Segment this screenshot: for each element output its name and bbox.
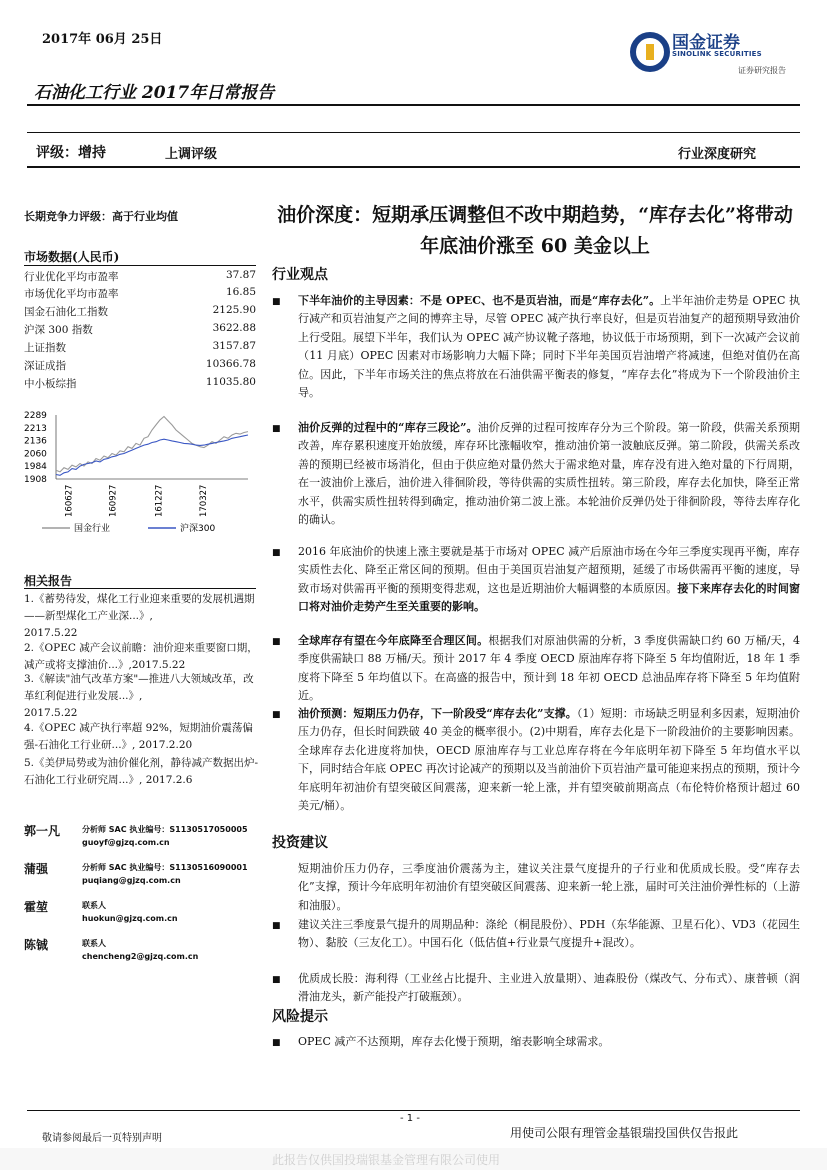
market-row	[24, 304, 256, 322]
related-report-item[interactable]	[24, 755, 264, 789]
bullet-square-icon: ■	[272, 297, 281, 307]
market-row	[24, 269, 256, 287]
analyst-email[interactable]: chencheng2@gjzq.com.cn	[82, 952, 199, 961]
y-tick-label: 2213	[24, 423, 47, 434]
logo-text: 国金证券	[672, 33, 740, 53]
market-row-label: 沪深 300 指数	[24, 324, 93, 336]
analyst-name: 蒲强	[24, 862, 49, 876]
market-row-value: 37.87	[225, 269, 256, 281]
y-tick-label: 2060	[24, 449, 47, 460]
footer-watermark-strip	[0, 1148, 827, 1170]
market-row	[24, 358, 256, 376]
related-report-date: 2017.5.22	[131, 659, 186, 671]
related-report-text: 2.《OPEC 减产会议前瞻：油价迎来重要窗口期，减产或将支撑油价...》,	[24, 642, 258, 671]
view-3-body: 2016 年底油价的快速上涨主要就是基于市场对 OPEC 减产后原油市场在今年三季度实现再平衡，库存实质性去化、降至正常区间的预期。但由于美国页岩油复产超预期，延缓了市场供需再平衡的速度，导致市场对供需再平衡的预期变得悲观，这也是近期油价大幅调整的本质原因。	[298, 545, 800, 595]
view-paragraph-3	[298, 543, 800, 617]
analyst-cert: 联系人	[82, 901, 106, 910]
related-report-date: 2017.5.22	[24, 707, 78, 719]
header-rule-mid	[27, 132, 800, 133]
market-row-label: 国金石油化工指数	[24, 306, 108, 318]
view-paragraph-5	[298, 705, 800, 815]
view-5-lead: 油价预测：短期压力仍存，下一阶段受“库存去化”支撑。	[298, 707, 577, 720]
related-report-item[interactable]	[24, 671, 264, 722]
view-5-body: （1）短期：市场缺乏明显利多因素，短期油价压力仍存，但长时间跌破 40 美金的概率很小。(2)中期看，库存去化是下一阶段油价的主要影响因素。全球库存去化进度将加快，OECD 原油库存与工业总库存将在今年底明年初下降至 5 年均值水平以下，同时结合年底 OPEC 再次讨论减产的预期以及当前油价下页岩油产量可能迎来拐点的预期，预计今年底明年初油价有望突破区间震荡，迎来新一轮上涨，并有望突破前期高点（布伦特价格预计超过 60 美元/桶）。	[298, 707, 800, 813]
view-paragraph-4	[298, 632, 800, 706]
related-report-text: 5.《美伊局势或为油价催化剂，静待减产数据出炉-石油化工行业研究周...》, 2017.2.6	[24, 757, 259, 786]
series-line-industry	[56, 417, 248, 472]
report-headline: 油价深度：短期承压调整但不改中期趋势，“库存去化”将带动年底油价涨至 60 美金以上	[277, 204, 793, 257]
section-title-risk: 风险提示	[272, 1009, 328, 1025]
view-1-lead: 下半年油价的主导因素：不是 OPEC、也不是页岩油，而是“库存去化”。	[298, 294, 661, 307]
view-1-body: 上半年油价走势是 OPEC 执行减产和页岩油复产之间的博弈主导，尽管 OPEC 减产执行率良好，但是页岩油复产的超预期导致油价上行受阻。展望下半年，我们认为 OPEC 减产协议靴子落地，协议低于市场预期，到下一次减产会议前（11 月底）OPEC 因素对市场影响力大幅下降；同时下半年美国页岩油增产将减速，但绝对值仍在高位。因此，下半年市场关注的焦点将放在石油供需平衡表的修复，“库存去化”将成为下一个阶段油价主导。	[298, 294, 800, 400]
market-data-title: 市场数据(人民币)	[24, 250, 120, 264]
analyst-cert: 分析师 SAC 执业编号：S1130517050005	[82, 825, 248, 834]
footer-watermark: 此报告仅供国投瑞银基金管理有限公司使用	[272, 1153, 501, 1167]
report-type: 行业深度研究	[678, 147, 757, 162]
x-tick-label: 170327	[198, 484, 209, 517]
analyst-cert: 联系人	[82, 939, 106, 948]
footer-disclaimer-note: 敬请参阅最后一页特别声明	[42, 1133, 162, 1144]
related-rule	[24, 588, 256, 589]
view-4-body: 根据我们对原油供需的分析，3 季度供需缺口约 60 万桶/天，4 季度供需缺口 88 万桶/天。预计 2017 年 4 季度 OECD 原油库存将下降至 5 年均值附近，18 年 1 季度将下降至 5 年均值以下。在高盛的报告中，预计到 18 年初 OECD 总油品库存将下降至 5 年均值附近。	[298, 634, 800, 703]
x-tick-label: 160627	[64, 484, 75, 517]
logo-subtext: SINOLINK SECURITIES	[672, 50, 762, 58]
competitiveness-rating: 长期竞争力评级：高于行业均值	[24, 210, 178, 223]
bullet-square-icon: ■	[272, 975, 281, 985]
market-row-label: 中小板综指	[24, 378, 77, 390]
rating-label: 评级：增持	[36, 145, 106, 161]
market-row	[24, 376, 256, 394]
market-row-value: 16.85	[225, 286, 256, 298]
related-report-item[interactable]	[24, 720, 264, 754]
analyst-name: 霍堃	[24, 900, 49, 914]
legend-label-industry: 国金行业	[74, 524, 111, 534]
invest-bullet-1: 建议关注三季度景气提升的周期品种：涤纶（桐昆股份）、PDH（东华能源、卫星石化）、VD3（花园生物）、黏胶（三友化工）。中国石化（低估值+行业景气度提升+混改）。	[298, 918, 800, 950]
x-tick-label: 160927	[108, 484, 119, 517]
analyst-name: 陈铖	[24, 938, 49, 952]
market-row-value: 3622.88	[212, 322, 256, 334]
analyst-block	[24, 936, 264, 972]
related-report-text: 4.《OPEC 减产执行率超 92%，短期油价震荡偏强-石油化工行业研...》, 2017.2.20	[24, 722, 253, 751]
y-tick-label: 1984	[24, 462, 47, 473]
bullet-square-icon: ■	[272, 548, 281, 558]
view-2-body: 油价反弹的过程可按库存分为三个阶段。第一阶段，供需关系预期改善，库存累积速度开始放缓，库存环比涨幅收窄，推动油价第一波触底反弹。第二阶段，供需关系改善的预期已经被市场消化，但由于供应绝对量仍然大于需求绝对量，库存没有进入绝对量的下行周期，在一波油价上涨后，油价进入徘徊阶段，等待供需的实质性扭转。第三阶段，库存去化加快，降至正常水平，供需实质性扭转得到确定，推动油价第二波上涨。本轮油价反弹仍处于徘徊阶段，等待去库存化的确认。	[298, 421, 800, 527]
analyst-cert: 分析师 SAC 执业编号：S1130516090001	[82, 863, 248, 872]
footer-rule	[27, 1110, 800, 1111]
market-row-value: 10366.78	[205, 358, 256, 370]
header-rule-bottom	[27, 166, 800, 168]
market-row-value: 2125.90	[212, 304, 256, 316]
bullet-square-icon: ■	[272, 1038, 281, 1048]
risk-bullet-1: OPEC 减产不达预期，库存去化慢于预期，缩表影响全球需求。	[298, 1035, 610, 1048]
related-report-date: 2017.5.22	[24, 627, 78, 639]
footer-usage-note: 用使司公限有理管金基银瑞投国供仅告报此	[510, 1126, 739, 1140]
report-title: 石油化工行业 2017年日常报告	[34, 83, 275, 103]
related-report-text: 1.《蓄势待发，煤化工行业迎来重要的发展机遇期——新型煤化工产业深...》,	[24, 593, 255, 622]
report-date: 2017年 06月 25日	[42, 32, 163, 47]
analyst-block	[24, 898, 264, 934]
view-4-lead: 全球库存有望在今年底降至合理区间。	[298, 634, 489, 647]
analyst-email[interactable]: guoyf@gjzq.com.cn	[82, 838, 170, 847]
y-tick-label: 2289	[24, 411, 47, 421]
bullet-square-icon: ■	[272, 424, 281, 434]
analyst-email[interactable]: huokun@gjzq.com.cn	[82, 914, 178, 923]
market-row	[24, 322, 256, 340]
section-title-invest: 投资建议	[272, 835, 328, 851]
related-report-item[interactable]	[24, 591, 264, 642]
market-data-rule	[24, 265, 256, 266]
page-number: - 1 -	[400, 1113, 420, 1124]
market-row	[24, 340, 256, 358]
rating-action: 上调评级	[165, 147, 218, 162]
analyst-block	[24, 822, 264, 858]
related-reports-title: 相关报告	[24, 574, 73, 588]
logo-tagline: 证券研究报告	[738, 66, 786, 75]
view-paragraph-1	[298, 292, 800, 402]
view-paragraph-2	[298, 419, 800, 529]
x-tick-label: 161227	[154, 484, 165, 517]
market-row-label: 行业优化平均市盈率	[24, 271, 119, 283]
bullet-square-icon: ■	[272, 921, 281, 931]
header-rule-top	[27, 104, 800, 106]
market-row-value: 3157.87	[212, 340, 256, 352]
analyst-email[interactable]: puqiang@gjzq.com.cn	[82, 876, 181, 885]
analyst-block	[24, 860, 264, 896]
y-tick-label: 1908	[24, 475, 47, 485]
legend-label-csi300: 沪深300	[180, 524, 216, 534]
y-tick-label: 2136	[24, 436, 47, 447]
invest-intro: 短期油价压力仍存，三季度油价震荡为主，建议关注景气度提升的子行业和优质成长股。受“库存去化”支撑，预计今年底明年初油价有望突破区间震荡、迎来新一轮上涨，届时可关注油价弹性标的（上游和油服）。	[298, 862, 800, 912]
section-title-views: 行业观点	[272, 267, 328, 283]
related-report-text: 3.《解读"油气改革方案"—推进八大领域改革，改革红利促进行业发展...》,	[24, 673, 254, 702]
view-2-lead: 油价反弹的过程中的“库存三段论”。	[298, 421, 478, 434]
market-row-value: 11035.80	[205, 376, 256, 388]
market-row-label: 市场优化平均市盈率	[24, 288, 119, 300]
market-row-label: 深证成指	[24, 360, 66, 372]
bullet-square-icon: ■	[272, 637, 281, 647]
invest-bullet-2: 优质成长股：海利得（工业丝占比提升、主业进入放量期）、迪森股份（煤改气、分布式）、康普顿（润滑油龙头，新产能投产打破瓶颈）。	[298, 972, 800, 1004]
market-row	[24, 286, 256, 304]
related-report-item[interactable]	[24, 640, 264, 674]
view-3-tail: 接下来库存去化的时间窗口将对油价走势产生至关重要的影响。	[298, 581, 801, 614]
logo-mark-icon	[630, 32, 670, 72]
market-row-label: 上证指数	[24, 342, 66, 354]
analyst-name: 郭一凡	[24, 824, 61, 838]
index-comparison-chart	[20, 405, 260, 545]
bullet-square-icon: ■	[272, 710, 281, 720]
